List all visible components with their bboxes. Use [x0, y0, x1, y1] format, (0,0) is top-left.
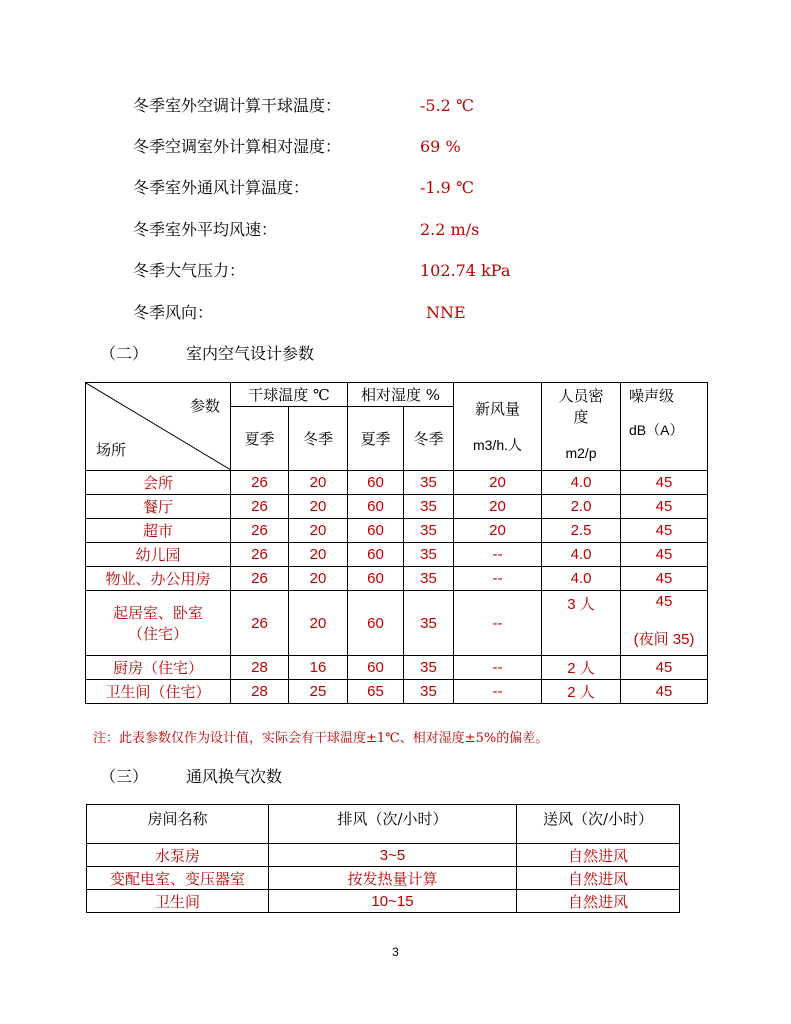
table-row	[87, 867, 680, 890]
density-cell: 2.0	[542, 495, 621, 519]
humidity-winter-cell: 35	[404, 543, 454, 567]
table-row	[86, 680, 708, 704]
temp-winter-cell: 20	[289, 471, 348, 495]
table-row	[86, 656, 708, 680]
humidity-summer-cell: 60	[348, 656, 404, 680]
noise-cell: 45	[621, 680, 708, 704]
density-label-line1: 人员密	[558, 387, 604, 405]
fresh-air-cell: 20	[454, 471, 542, 495]
ventilation-table	[86, 804, 680, 913]
room-cell: 水泵房	[87, 844, 269, 867]
section-title: 通风换气次数	[186, 767, 283, 786]
fresh-air-cell: --	[454, 543, 542, 567]
fresh-air-cell: --	[454, 680, 542, 704]
fresh-air-unit: m3/h.人	[472, 437, 522, 453]
temp-summer-cell: 26	[231, 519, 289, 543]
table-row	[87, 844, 680, 867]
summer-header: 夏季	[348, 407, 404, 471]
supply-cell: 自然进风	[517, 844, 680, 867]
table-row	[87, 890, 680, 913]
section-title: 室内空气设计参数	[186, 344, 315, 363]
param-label: 冬季室外空调计算干球温度：	[133, 96, 342, 115]
section-number: （三）	[100, 767, 149, 786]
param-label: 冬季风向：	[133, 303, 214, 322]
noise-header	[621, 383, 708, 471]
table-note: 注：此表参数仅作为设计值，实际会有干球温度±1℃、相对湿度±5%的偏差。	[93, 731, 549, 746]
noise-value: 45	[655, 593, 673, 610]
winter-header: 冬季	[404, 407, 454, 471]
humidity-winter-cell: 35	[404, 519, 454, 543]
humidity-summer-cell: 60	[348, 471, 404, 495]
summer-header: 夏季	[231, 407, 289, 471]
supply-cell: 自然进风	[517, 890, 680, 913]
density-cell: 2 人	[542, 656, 621, 680]
humidity-winter-cell: 35	[404, 591, 454, 656]
fresh-air-cell: --	[454, 567, 542, 591]
density-cell: 2 人	[542, 680, 621, 704]
temp-winter-cell: 20	[289, 567, 348, 591]
noise-cell: 45	[621, 495, 708, 519]
place-cell: 餐厅	[86, 495, 231, 519]
humidity-winter-cell: 35	[404, 471, 454, 495]
param-value: 2.2 m/s	[420, 220, 480, 239]
fresh-air-cell: --	[454, 656, 542, 680]
noise-night-value: (夜间 35)	[633, 631, 695, 648]
temp-winter-cell: 20	[289, 591, 348, 656]
param-value: NNE	[426, 303, 466, 322]
place-cell: 物业、办公用房	[86, 567, 231, 591]
humidity-winter-cell: 35	[404, 656, 454, 680]
supply-header: 送风（次/小时）	[517, 805, 680, 844]
density-header	[542, 383, 621, 471]
humidity-summer-cell: 60	[348, 543, 404, 567]
corner-top-label: 参数	[189, 397, 220, 415]
place-line1: 起居室、卧室	[112, 604, 203, 622]
room-name-header: 房间名称	[87, 805, 269, 844]
table-row	[86, 567, 708, 591]
temp-winter-cell: 16	[289, 656, 348, 680]
winter-header: 冬季	[289, 407, 348, 471]
place-cell	[86, 591, 231, 656]
place-cell: 超市	[86, 519, 231, 543]
place-line2: （住宅）	[127, 625, 188, 643]
place-cell: 会所	[86, 471, 231, 495]
table-corner-cell	[86, 383, 231, 471]
noise-cell: 45	[621, 567, 708, 591]
supply-cell: 自然进风	[517, 867, 680, 890]
noise-cell: 45	[621, 519, 708, 543]
temp-winter-cell: 20	[289, 519, 348, 543]
param-value: -5.2 ℃	[420, 96, 474, 115]
place-cell: 厨房（住宅）	[86, 656, 231, 680]
density-cell: 4.0	[542, 543, 621, 567]
density-label-line2: 度	[573, 408, 589, 426]
exhaust-cell: 3~5	[269, 844, 517, 867]
place-cell: 幼儿园	[86, 543, 231, 567]
table-row	[86, 519, 708, 543]
table-row	[86, 495, 708, 519]
density-cell: 4.0	[542, 567, 621, 591]
param-label: 冬季室外通风计算温度：	[133, 178, 310, 197]
humidity-winter-cell: 35	[404, 680, 454, 704]
humidity-summer-cell: 60	[348, 519, 404, 543]
exhaust-cell: 按发热量计算	[269, 867, 517, 890]
param-label: 冬季空调室外计算相对湿度：	[133, 137, 342, 156]
param-label: 冬季大气压力：	[133, 261, 246, 280]
section-number: （二）	[100, 344, 149, 363]
dry-bulb-header: 干球温度 ℃	[231, 383, 348, 407]
density-unit: m2/p	[565, 445, 597, 461]
density-cell: 2.5	[542, 519, 621, 543]
corner-bottom-label: 场所	[96, 441, 127, 459]
exhaust-header: 排风（次/小时）	[269, 805, 517, 844]
temp-summer-cell: 28	[231, 680, 289, 704]
noise-unit: dB（A）	[629, 422, 684, 438]
humidity-header: 相对湿度 %	[348, 383, 454, 407]
exhaust-cell: 10~15	[269, 890, 517, 913]
noise-cell: 45	[621, 543, 708, 567]
room-cell: 卫生间	[87, 890, 269, 913]
table-row	[86, 591, 708, 656]
humidity-winter-cell: 35	[404, 567, 454, 591]
humidity-summer-cell: 60	[348, 567, 404, 591]
fresh-air-header	[454, 383, 542, 471]
temp-winter-cell: 25	[289, 680, 348, 704]
param-value: -1.9 ℃	[420, 178, 474, 197]
fresh-air-label: 新风量	[474, 400, 520, 418]
page-number: 3	[392, 945, 399, 959]
indoor-params-table	[85, 382, 708, 704]
humidity-summer-cell: 60	[348, 495, 404, 519]
humidity-winter-cell: 35	[404, 495, 454, 519]
temp-summer-cell: 26	[231, 543, 289, 567]
param-value: 102.74 kPa	[420, 261, 511, 280]
temp-summer-cell: 26	[231, 495, 289, 519]
temp-winter-cell: 20	[289, 495, 348, 519]
param-value: 69 %	[420, 137, 461, 156]
density-cell: 3 人	[542, 591, 621, 656]
density-cell: 4.0	[542, 471, 621, 495]
table-row	[86, 471, 708, 495]
humidity-summer-cell: 65	[348, 680, 404, 704]
fresh-air-cell: 20	[454, 519, 542, 543]
temp-summer-cell: 28	[231, 656, 289, 680]
temp-summer-cell: 26	[231, 471, 289, 495]
table-row	[86, 543, 708, 567]
noise-cell: 45	[621, 471, 708, 495]
room-cell: 变配电室、变压器室	[87, 867, 269, 890]
fresh-air-cell: 20	[454, 495, 542, 519]
param-label: 冬季室外平均风速：	[133, 220, 278, 239]
temp-summer-cell: 26	[231, 567, 289, 591]
temp-winter-cell: 20	[289, 543, 348, 567]
noise-label: 噪声级	[629, 387, 675, 405]
fresh-air-cell: --	[454, 591, 542, 656]
humidity-summer-cell: 60	[348, 591, 404, 656]
temp-summer-cell: 26	[231, 591, 289, 656]
noise-cell	[621, 591, 708, 656]
place-cell: 卫生间（住宅）	[86, 680, 231, 704]
noise-cell: 45	[621, 656, 708, 680]
